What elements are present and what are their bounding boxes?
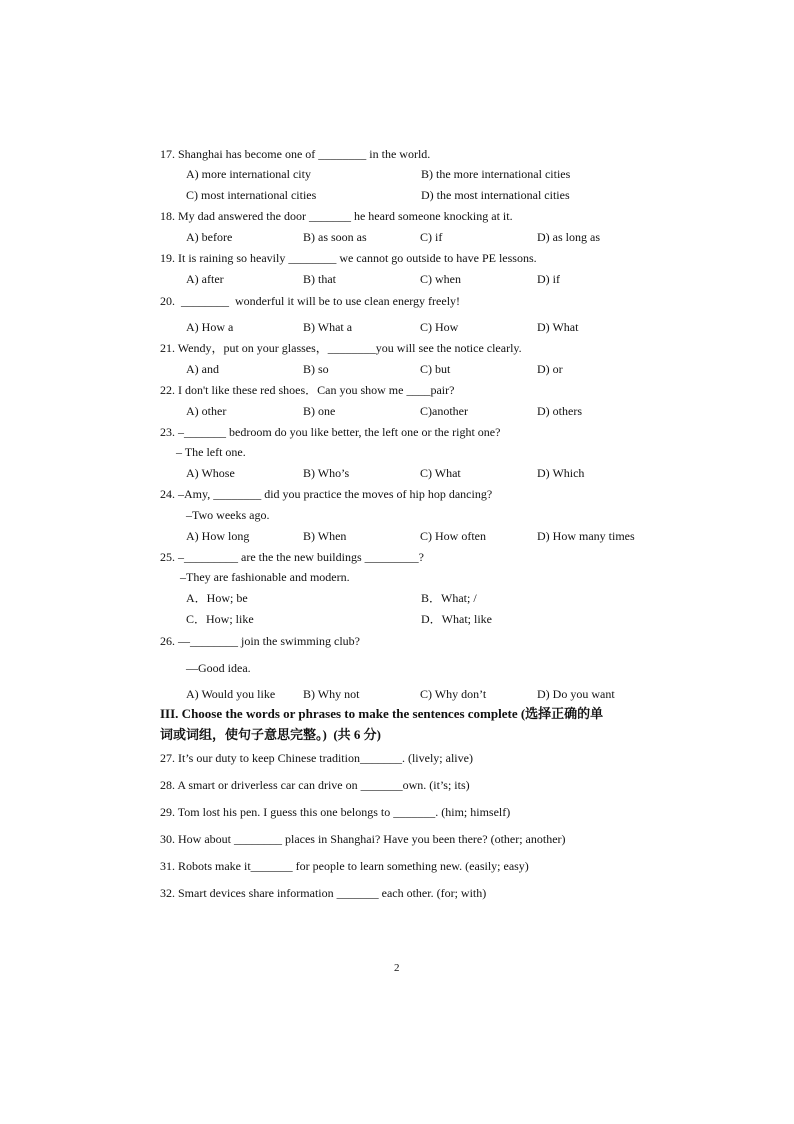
q24-option-c: C) How often (420, 529, 486, 543)
q18-option-c: C) if (420, 230, 443, 244)
question-18-stem: 18. My dad answered the door _______ he heard someone knocking at it. (160, 209, 513, 223)
q24-options (186, 529, 686, 543)
question-26-stem: 26. —________ join the swimming club? (160, 634, 360, 648)
q19-option-c: C) when (420, 272, 461, 286)
q18-option-d: D) as long as (537, 230, 600, 244)
q19-option-d: D) if (537, 272, 560, 286)
q24-option-b: B) When (303, 529, 347, 543)
page-number: 2 (394, 962, 400, 974)
question-27: 27. It’s our duty to keep Chinese tradition_______. (lively; alive) (160, 751, 473, 765)
q23-option-a: A) Whose (186, 466, 235, 480)
q21-options (186, 362, 686, 376)
q26-option-b: B) Why not (303, 687, 360, 701)
q26-option-c: C) Why don’t (420, 687, 487, 701)
q22-option-c: C)another (420, 404, 468, 418)
q20-option-c: C) How (420, 320, 459, 334)
question-24-stem: 24. –Amy, ________ did you practice the moves of hip hop dancing? (160, 487, 493, 501)
q22-option-d: D) others (537, 404, 582, 418)
question-21-stem: 21. Wendy，put on your glasses，________you will see the notice clearly. (160, 341, 522, 355)
q18-option-a: A) before (186, 230, 233, 244)
section-3-title-line-2: 词或词组，使句子意思完整。) (共 6 分) (160, 727, 381, 742)
q21-option-b: B) so (303, 362, 329, 376)
question-17-stem: 17. Shanghai has become one of ________ in the world. (160, 147, 431, 161)
q24-option-d: D) How many times (537, 529, 635, 543)
q22-option-a: A) other (186, 404, 227, 418)
q23-option-c: C) What (420, 466, 461, 480)
q23-option-b: B) Who’s (303, 466, 350, 480)
q20-option-b: B) What a (303, 320, 353, 334)
question-24-reply: –Two weeks ago. (186, 508, 270, 522)
q25-option-a: A．How; be (186, 591, 248, 605)
question-20-stem: 20. ________ wonderful it will be to use clean energy freely! (160, 294, 461, 308)
q21-option-a: A) and (186, 362, 219, 376)
q17-option-c: C) most international cities (186, 188, 317, 202)
q26-option-a: A) Would you like (186, 687, 276, 701)
q19-options (186, 272, 686, 286)
q20-option-a: A) How a (186, 320, 234, 334)
question-26-reply: —Good idea. (186, 661, 251, 675)
question-19-stem: 19. It is raining so heavily ________ we cannot go outside to have PE lessons. (160, 251, 537, 265)
q19-option-a: A) after (186, 272, 224, 286)
q26-options (186, 687, 686, 701)
q17-option-d: D) the most international cities (421, 188, 570, 202)
q18-options (186, 230, 686, 244)
question-28: 28. A smart or driverless car can drive on _______own. (it’s; its) (160, 778, 470, 792)
question-22-stem: 22. I don't like these red shoes．Can you show me ____pair? (160, 383, 455, 397)
q25-option-d: D．What; like (421, 612, 492, 626)
q25-option-c: C．How; like (186, 612, 254, 626)
q23-options (186, 466, 686, 480)
question-30: 30. How about ________ places in Shanghai? Have you been there? (other; another) (160, 832, 566, 846)
q17-option-b: B) the more international cities (421, 167, 571, 181)
q17-option-a: A) more international city (186, 167, 311, 181)
question-23-reply: – The left one. (176, 445, 246, 459)
q20-option-d: D) What (537, 320, 579, 334)
question-23-stem: 23. –_______ bedroom do you like better, the left one or the right one? (160, 425, 501, 439)
question-31: 31. Robots make it_______ for people to learn something new. (easily; easy) (160, 859, 529, 873)
q22-option-b: B) one (303, 404, 336, 418)
q18-option-b: B) as soon as (303, 230, 367, 244)
q22-options (186, 404, 686, 418)
question-25-reply: –They are fashionable and modern. (180, 570, 350, 584)
question-32: 32. Smart devices share information _______ each other. (for; with) (160, 886, 487, 900)
q25-option-b: B．What; / (421, 591, 477, 605)
section-3-title-line-1: III. Choose the words or phrases to make the sentences complete (选择正确的单 (160, 706, 604, 721)
q21-option-c: C) but (420, 362, 451, 376)
question-25-stem: 25. –_________ are the the new buildings _________? (160, 550, 424, 564)
q26-option-d: D) Do you want (537, 687, 615, 701)
q23-option-d: D) Which (537, 466, 585, 480)
q20-options (186, 320, 686, 334)
q19-option-b: B) that (303, 272, 336, 286)
q21-option-d: D) or (537, 362, 563, 376)
question-29: 29. Tom lost his pen. I guess this one belongs to _______. (him; himself) (160, 805, 511, 819)
q24-option-a: A) How long (186, 529, 250, 543)
